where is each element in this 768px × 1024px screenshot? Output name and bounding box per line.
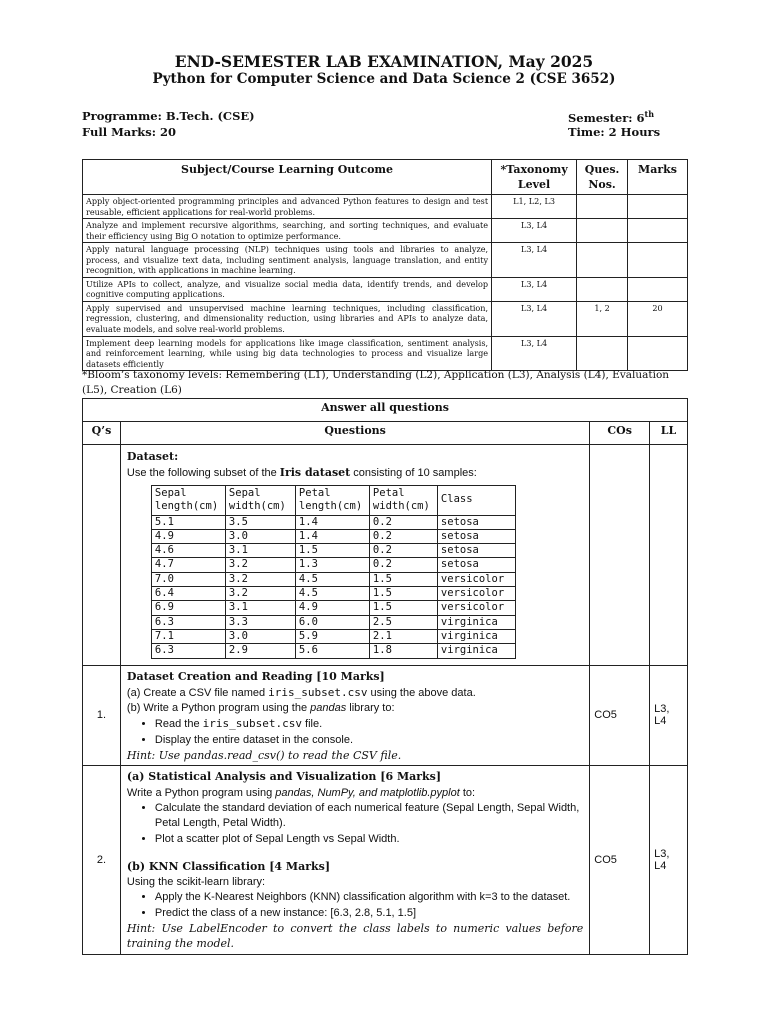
q2-co: CO5	[590, 766, 650, 954]
iris-cell: 1.5	[295, 544, 369, 558]
iris-col-sepal-width: Sepal width(cm)	[225, 485, 295, 515]
iris-col-petal-width: Petal width(cm)	[369, 485, 437, 515]
iris-row	[151, 644, 515, 658]
iris-cell: 3.2	[225, 572, 295, 586]
question-number: 2.	[83, 766, 121, 954]
co-marks: 20	[628, 301, 688, 336]
instruction-text: Answer all questions	[83, 399, 688, 422]
iris-cell: 7.1	[151, 629, 225, 643]
iris-cell: 6.9	[151, 601, 225, 615]
semester-label: Semester: 6th	[568, 109, 655, 125]
iris-cell: versicolor	[437, 572, 515, 586]
co-ques	[577, 277, 628, 301]
iris-cell: 6.4	[151, 587, 225, 601]
dataset-co-cell	[590, 445, 650, 666]
iris-cell: 1.5	[369, 572, 437, 586]
course-subtitle: Python for Computer Science and Data Science 2 (CSE 3652)	[152, 71, 616, 87]
question-1-cell	[120, 665, 589, 766]
iris-cell: 6.0	[295, 615, 369, 629]
co-level: L1, L2, L3	[492, 195, 577, 219]
iris-row	[151, 558, 515, 572]
question-2-cell	[120, 766, 589, 954]
iris-cell: setosa	[437, 515, 515, 529]
q1-bullet: • Display the entire dataset in the console.	[155, 733, 583, 748]
iris-row	[151, 629, 515, 643]
co-ques: 1, 2	[577, 301, 628, 336]
iris-cell: virginica	[437, 644, 515, 658]
iris-cell: 5.6	[295, 644, 369, 658]
co-ques	[577, 219, 628, 243]
iris-cell: virginica	[437, 615, 515, 629]
iris-cell: 6.3	[151, 615, 225, 629]
q2-ll: L3, L4	[650, 766, 688, 954]
iris-row	[151, 572, 515, 586]
iris-cell: 7.0	[151, 572, 225, 586]
q1-co: CO5	[590, 665, 650, 766]
co-marks	[628, 336, 688, 371]
co-level: L3, L4	[492, 243, 577, 278]
co-header-marks: Marks	[628, 160, 688, 195]
dataset-row	[83, 445, 688, 666]
co-outcome: Apply supervised and unsupervised machine learning techniques, including classification, regression, clustering, and dimensionality reduction, using libraries and APIs to analyze data, evaluate models, and solve real-world problems.	[83, 301, 492, 336]
co-row	[83, 219, 688, 243]
co-header-ques: Ques. Nos.	[577, 160, 628, 195]
q1-part-a: (a) Create a CSV file named iris_subset.csv using the above data.	[126, 685, 476, 699]
iris-row	[151, 601, 515, 615]
iris-cell: 4.5	[295, 572, 369, 586]
q2-a-bullets	[127, 801, 583, 847]
question-row-2	[83, 766, 688, 954]
full-marks-label: Full Marks: 20	[82, 125, 176, 139]
header-q: Q’s	[83, 422, 121, 445]
course-outcome-table	[82, 159, 688, 371]
dataset-cell	[120, 445, 589, 666]
exam-title: END-SEMESTER LAB EXAMINATION, May 2025	[174, 52, 594, 71]
iris-cell: 0.2	[369, 529, 437, 543]
iris-cell: 6.3	[151, 644, 225, 658]
co-level: L3, L4	[492, 219, 577, 243]
co-marks	[628, 195, 688, 219]
iris-cell: 4.9	[151, 529, 225, 543]
bloom-taxonomy-note: *Bloom’s taxonomy levels: Remembering (L1), Understanding (L2), Application (L3), Analysis (L4), Evaluation (L5), Creation (L6)	[82, 369, 670, 396]
iris-cell: 3.3	[225, 615, 295, 629]
co-outcome: Utilize APIs to collect, analyze, and visualize social media data, identify trends, and develop cognitive computing applications.	[83, 277, 492, 301]
co-outcome: Apply natural language processing (NLP) techniques using tools and libraries to analyze, process, and visualize text data, including sentiment analysis, language translation, and entity recognition, with applications in machine learning.	[83, 243, 492, 278]
q1-ll: L3, L4	[650, 665, 688, 766]
q1-part-b: (b) Write a Python program using the pandas library to:	[126, 702, 395, 715]
programme-label: Programme: B.Tech. (CSE)	[82, 109, 255, 123]
co-row	[83, 301, 688, 336]
co-header-outcome: Subject/Course Learning Outcome	[83, 160, 492, 195]
iris-cell: 5.1	[151, 515, 225, 529]
iris-cell: 4.6	[151, 544, 225, 558]
dataset-intro: Use the following subset of the Iris dataset consisting of 10 samples:	[126, 466, 477, 480]
co-level: L3, L4	[492, 277, 577, 301]
co-row	[83, 243, 688, 278]
dataset-heading: Dataset:	[126, 450, 179, 463]
time-label: Time: 2 Hours	[568, 125, 661, 139]
iris-cell: 1.3	[295, 558, 369, 572]
iris-cell: 3.1	[225, 601, 295, 615]
question-number: 1.	[83, 665, 121, 766]
iris-cell: 3.1	[225, 544, 295, 558]
q2-a-bullet: • Plot a scatter plot of Sepal Length vs Sepal Width.	[155, 832, 583, 847]
iris-cell: 0.2	[369, 558, 437, 572]
q2-b-intro: Using the scikit-learn library:	[126, 876, 266, 889]
co-marks	[628, 243, 688, 278]
q2-b-title: (b) KNN Classification [4 Marks]	[126, 859, 331, 873]
question-row-1	[83, 665, 688, 766]
co-outcome: Analyze and implement recursive algorithms, searching, and sorting techniques, and evaluate their efficiency using Big O notation to optimize performance.	[83, 219, 492, 243]
questions-header-row	[83, 422, 688, 445]
iris-cell: 3.2	[225, 587, 295, 601]
co-level: L3, L4	[492, 301, 577, 336]
iris-cell: 0.2	[369, 544, 437, 558]
iris-cell: 1.8	[369, 644, 437, 658]
iris-cell: 3.0	[225, 629, 295, 643]
co-row	[83, 277, 688, 301]
iris-cell: 1.4	[295, 529, 369, 543]
co-row	[83, 195, 688, 219]
iris-cell: 2.1	[369, 629, 437, 643]
co-marks	[628, 277, 688, 301]
dataset-q-cell	[83, 445, 121, 666]
q2-a-intro: Write a Python program using pandas, NumPy, and matplotlib.pyplot to:	[126, 786, 476, 799]
header-questions: Questions	[120, 422, 589, 445]
q2-hint: Hint: Use LabelEncoder to convert the class labels to numeric values before training the model.	[126, 922, 584, 951]
q2-b-bullet: • Predict the class of a new instance: [6.3, 2.8, 5.1, 1.5]	[155, 906, 583, 921]
iris-cell: 3.0	[225, 529, 295, 543]
co-outcome: Apply object-oriented programming principles and advanced Python features to design and test reusable, efficient applications for real-world problems.	[83, 195, 492, 219]
q2-a-bullet: • Calculate the standard deviation of each numerical feature (Sepal Length, Sepal Width, Petal Length, Petal Width).	[155, 801, 583, 832]
header-ll: LL	[650, 422, 688, 445]
iris-row	[151, 615, 515, 629]
dataset-ll-cell	[650, 445, 688, 666]
co-row	[83, 336, 688, 371]
iris-col-class: Class	[437, 485, 515, 515]
q2-b-bullet: • Apply the K-Nearest Neighbors (KNN) classification algorithm with k=3 to the dataset.	[155, 890, 583, 905]
iris-cell: 5.9	[295, 629, 369, 643]
iris-cell: 3.2	[225, 558, 295, 572]
q2-a-title: (a) Statistical Analysis and Visualization [6 Marks]	[126, 770, 442, 784]
iris-col-sepal-length: Sepal length(cm)	[151, 485, 225, 515]
co-level: L3, L4	[492, 336, 577, 371]
iris-header-row	[151, 485, 515, 515]
iris-row	[151, 515, 515, 529]
co-header-taxonomy: *Taxonomy Level	[492, 160, 577, 195]
iris-cell: 0.2	[369, 515, 437, 529]
q1-title: Dataset Creation and Reading [10 Marks]	[126, 669, 385, 683]
iris-cell: 4.5	[295, 587, 369, 601]
iris-cell: 1.4	[295, 515, 369, 529]
co-ques	[577, 336, 628, 371]
iris-cell: setosa	[437, 558, 515, 572]
iris-cell: setosa	[437, 544, 515, 558]
iris-cell: 3.5	[225, 515, 295, 529]
q1-hint: Hint: Use pandas.read_csv() to read the CSV file.	[126, 749, 402, 763]
q1-bullet: • Read the iris_subset.csv file.	[155, 716, 583, 732]
iris-cell: 2.9	[225, 644, 295, 658]
iris-row	[151, 544, 515, 558]
q2-b-bullets	[127, 890, 583, 921]
co-header-row	[83, 160, 688, 195]
iris-cell: 1.5	[369, 601, 437, 615]
iris-cell: virginica	[437, 629, 515, 643]
iris-cell: versicolor	[437, 587, 515, 601]
instruction-row	[83, 399, 688, 422]
iris-cell: 2.5	[369, 615, 437, 629]
co-outcome: Implement deep learning models for applications like image classification, sentiment analysis, and reinforcement learning, while using big data technologies to process and visualize large datasets efficiently	[83, 336, 492, 371]
iris-data-table	[151, 485, 516, 659]
questions-table	[82, 398, 688, 955]
co-marks	[628, 219, 688, 243]
q1-bullets	[127, 716, 583, 748]
iris-cell: 4.7	[151, 558, 225, 572]
iris-row	[151, 529, 515, 543]
iris-cell: versicolor	[437, 601, 515, 615]
co-ques	[577, 243, 628, 278]
iris-col-petal-length: Petal length(cm)	[295, 485, 369, 515]
iris-row	[151, 587, 515, 601]
iris-cell: 4.9	[295, 601, 369, 615]
co-ques	[577, 195, 628, 219]
iris-cell: 1.5	[369, 587, 437, 601]
iris-cell: setosa	[437, 529, 515, 543]
header-cos: COs	[590, 422, 650, 445]
